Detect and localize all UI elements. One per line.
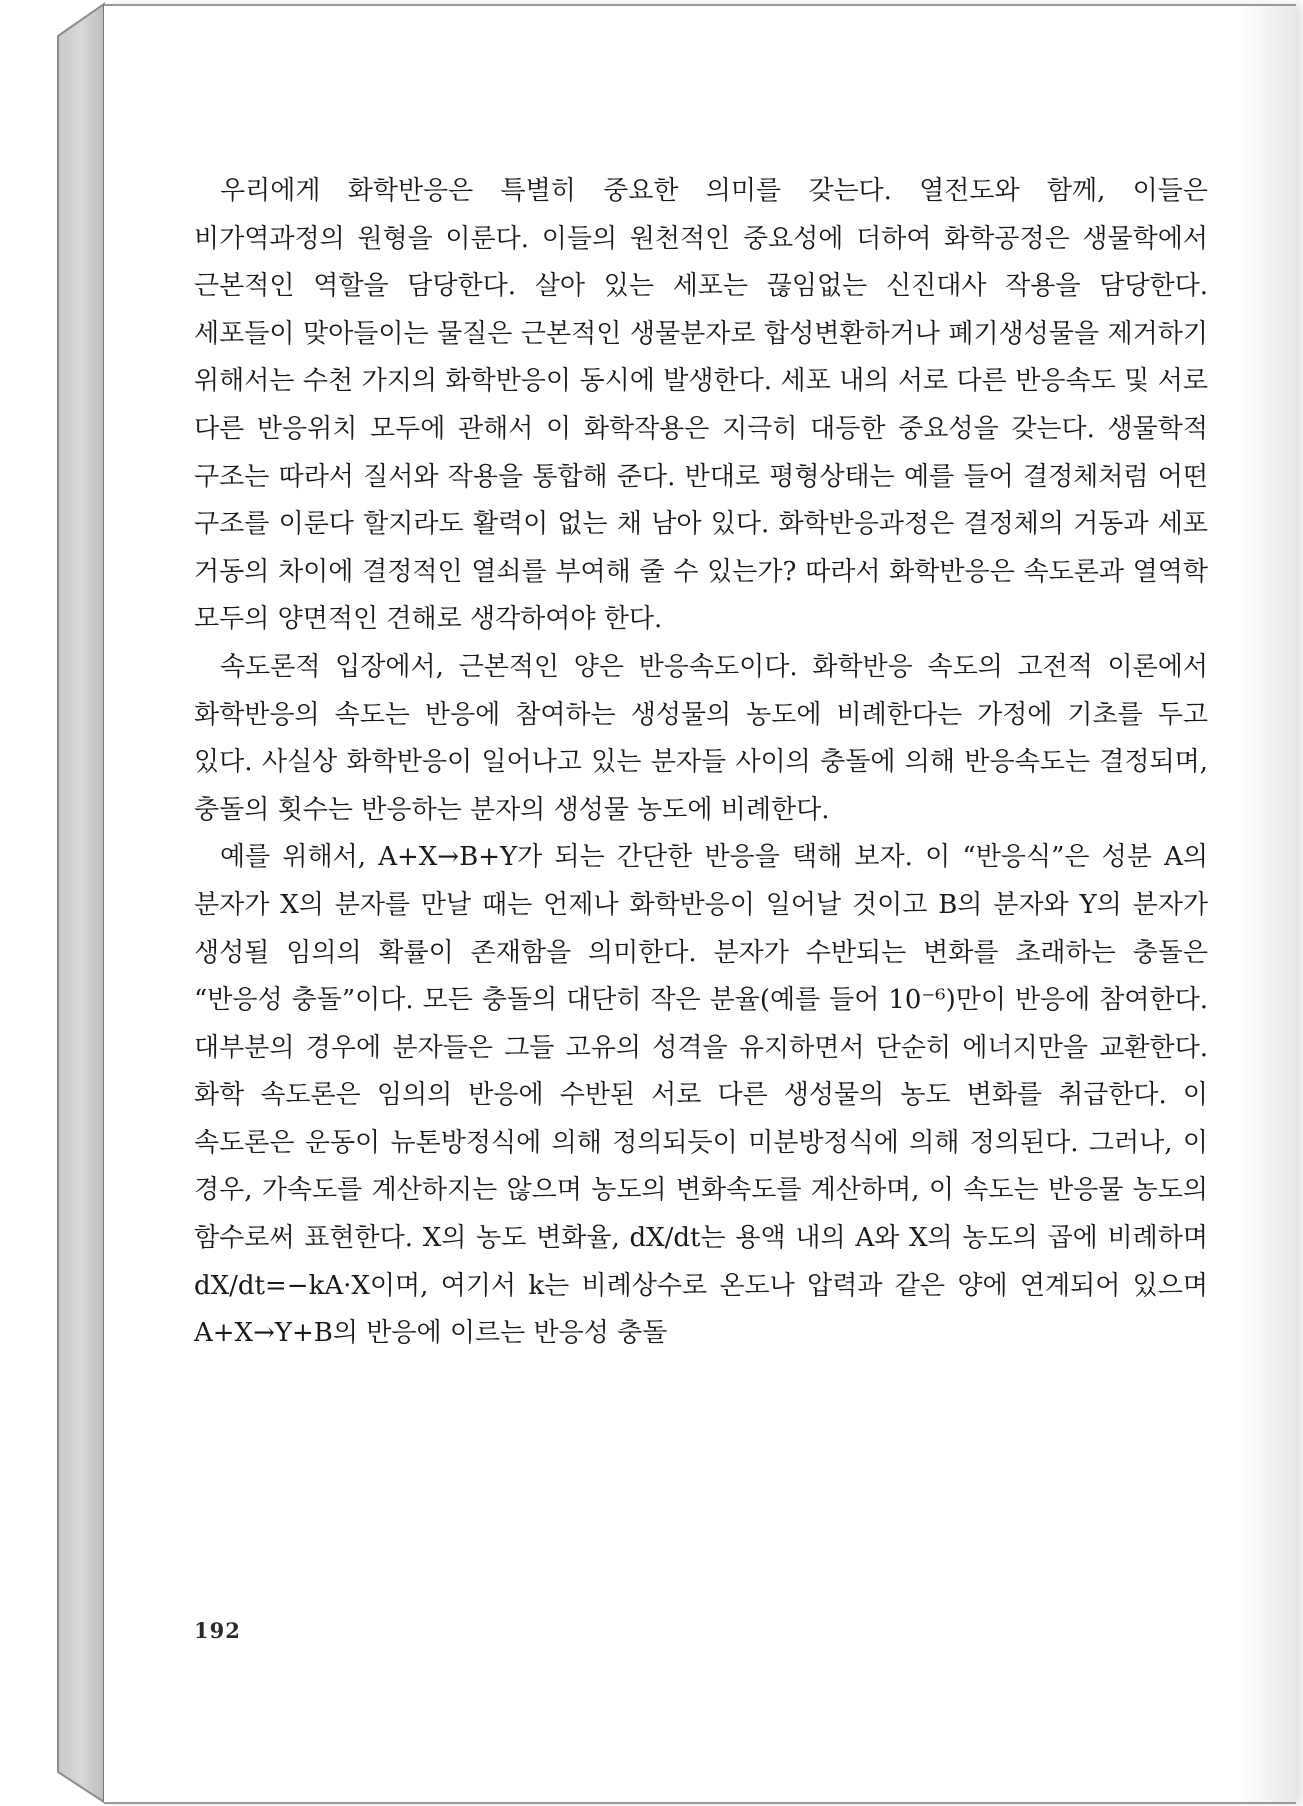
page-number: 192	[194, 1618, 241, 1643]
book-spine-graphic	[0, 0, 110, 1806]
paragraph-1: 우리에게 화학반응은 특별히 중요한 의미를 갖는다. 열전도와 함께, 이들은 비가역과정의 원형을 이룬다. 이들의 원천적인 중요성에 더하여 화학공정은 생물학에서 근본적인 역할을 담당한다. 살아 있는 세포는 끊임없는 신진대사 작용을 담당한다. 세포들이 맞아들이는 물질은 근본적인 생물분자로 합성변환하거나 폐기생성물을 제거하기 위해서는 수천 가지의 화학반응이 동시에 발생한다. 세포 내의 서로 다른 반응속도 및 서로 다른 반응위치 모두에 관해서 이 화학작용은 지극히 대등한 중요성을 갖는다. 생물학적 구조는 따라서 질서와 작용을 통합해 준다. 반대로 평형상태는 예를 들어 결정체처럼 어떤 구조를 이룬다 할지라도 활력이 없는 채 남아 있다. 화학반응과정은 결정체의 거동과 세포 거동의 차이에 결정적인 열쇠를 부여해 줄 수 있는가? 따라서 화학반응은 속도론과 열역학 모두의 양면적인 견해로 생각하여야 한다.	[194, 176, 1208, 635]
paragraph-2: 속도론적 입장에서, 근본적인 양은 반응속도이다. 화학반응 속도의 고전적 이론에서 화학반응의 속도는 반응에 참여하는 생성물의 농도에 비례한다는 가정에 기초를 두고 있다. 사실상 화학반응이 일어나고 있는 분자들 사이의 충돌에 의해 반응속도는 결정되며, 충돌의 횟수는 반응하는 분자의 생성물 농도에 비례한다.	[194, 651, 1208, 825]
paragraph-3: 예를 위해서, A+X→B+Y가 되는 간단한 반응을 택해 보자. 이 “반응식”은 성분 A의 분자가 X의 분자를 만날 때는 언제나 화학반응이 일어날 것이고 B의 분자와 Y의 분자가 생성될 임의의 확률이 존재함을 의미한다. 분자가 수반되는 변화를 초래하는 충돌은 “반응성 충돌”이다. 모든 충돌의 대단히 작은 분율(예를 들어 10⁻⁶)만이 반응에 참여한다. 대부분의 경우에 분자들은 그들 고유의 성격을 유지하면서 단순히 에너지만을 교환한다. 화학 속도론은 임의의 반응에 수반된 서로 다른 생성물의 농도 변화를 취급한다. 이 속도론은 운동이 뉴톤방정식에 의해 정의되듯이 미분방정식에 의해 정의된다. 그러나, 이 경우, 가속도를 계산하지는 않으며 농도의 변화속도를 계산하며, 이 속도는 반응물 농도의 함수로써 표현한다. X의 농도 변화율, dX/dt는 용액 내의 A와 X의 농도의 곱에 비례하며 dX/dt=−kA·X이며, 여기서 k는 비례상수로 온도나 압력과 같은 양에 연계되어 있으며 A+X→Y+B의 반응에 이르는 반응성 충돌	[194, 842, 1208, 1349]
page-edge-shadow	[1236, 6, 1296, 1802]
body-text	[194, 168, 1208, 1358]
book-spine	[0, 0, 110, 1806]
